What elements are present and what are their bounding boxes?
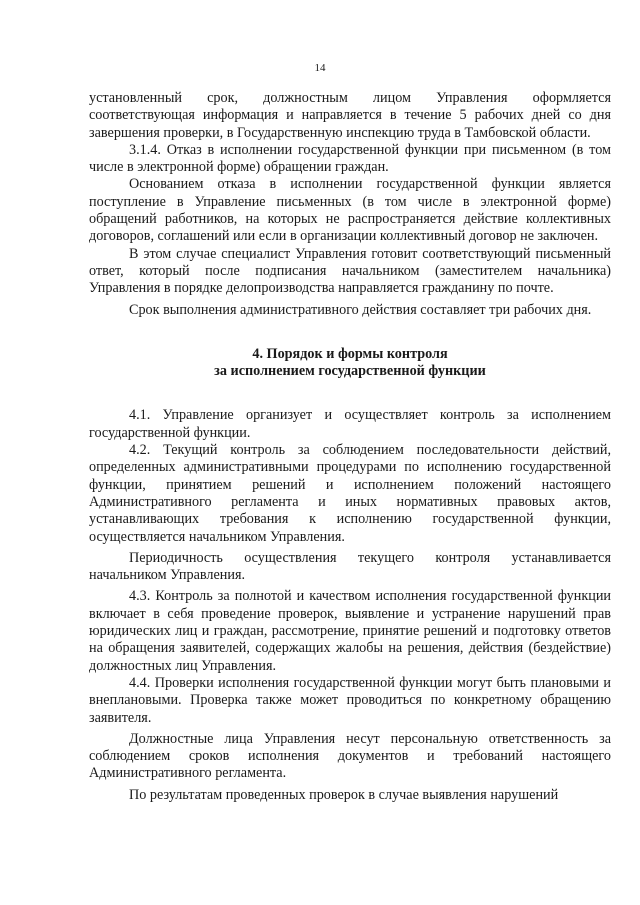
paragraph-continuation: установленный срок, должностным лицом Управления оформляется соответствующая информация и направляется в течение 5 рабочих дней со дня завершения проверки, в Государственную инспекцию труда в Тамбовской области. [89,90,611,141]
document-body [89,90,611,804]
paragraph-results: По результатам проведенных проверок в случае выявления нарушений [129,786,559,803]
paragraph-responsibility: Должностные лица Управления несут персональную ответственность за соблюдением сроков исполнения документов и требований настоящего Административного регламента. [89,730,611,782]
paragraph-4-3: 4.3. Контроль за полнотой и качеством исполнения государственной функции включает в себя проведение проверок, выявление и устранение нарушений прав юридических лиц и граждан, рассмотрение, принятие решений и подготовку ответов на обращения заявителей, содержащих жалобы на решения, действия (бездействие) должностных лиц Управления. [89,588,611,674]
page-number: 14 [314,62,326,74]
section-heading-line-1: 4. Порядок и формы контроля [252,345,448,362]
section-heading-line-2: за исполнением государственной функции [214,363,486,380]
section-heading [89,346,611,381]
paragraph-action-deadline: Срок выполнения административного действия составляет три рабочих дня. [129,301,592,318]
paragraph-4-1: 4.1. Управление организует и осуществляет контроль за исполнением государственной функции. [89,407,611,441]
paragraph-periodicity: Периодичность осуществления текущего контроля устанавливается начальником Управления. [89,549,611,584]
paragraph-specialist-reply: В этом случае специалист Управления готовит соответствующий письменный ответ, который после подписания начальником (заместителем начальника) Управления в порядке делопроизводства направляется гражданину по почте. [89,245,611,297]
paragraph-4-4: 4.4. Проверки исполнения государственной функции могут быть плановыми и внеплановыми. Проверка также может проводиться по конкретному обращению заявителя. [89,674,611,726]
paragraph-refusal-grounds: Основанием отказа в исполнении государственной функции является поступление в Управление письменных (в том числе в электронной форме) обращений работников, на которых не распространяется действие коллективных договоров, соглашений или если в организации коллективный договор не заключен. [89,176,611,245]
paragraph-3-1-4: 3.1.4. Отказ в исполнении государственной функции при письменном (в том числе в электронной форме) обращении граждан. [89,141,611,176]
paragraph-4-2: 4.2. Текущий контроль за соблюдением последовательности действий, определенных административными процедурами по исполнению государственной функции, принятием решений и исполнением положений настоящего Административного регламента и иных нормативных правовых актов, устанавливающих требования к исполнению государственной функции, осуществляется начальником Управления. [89,442,611,545]
